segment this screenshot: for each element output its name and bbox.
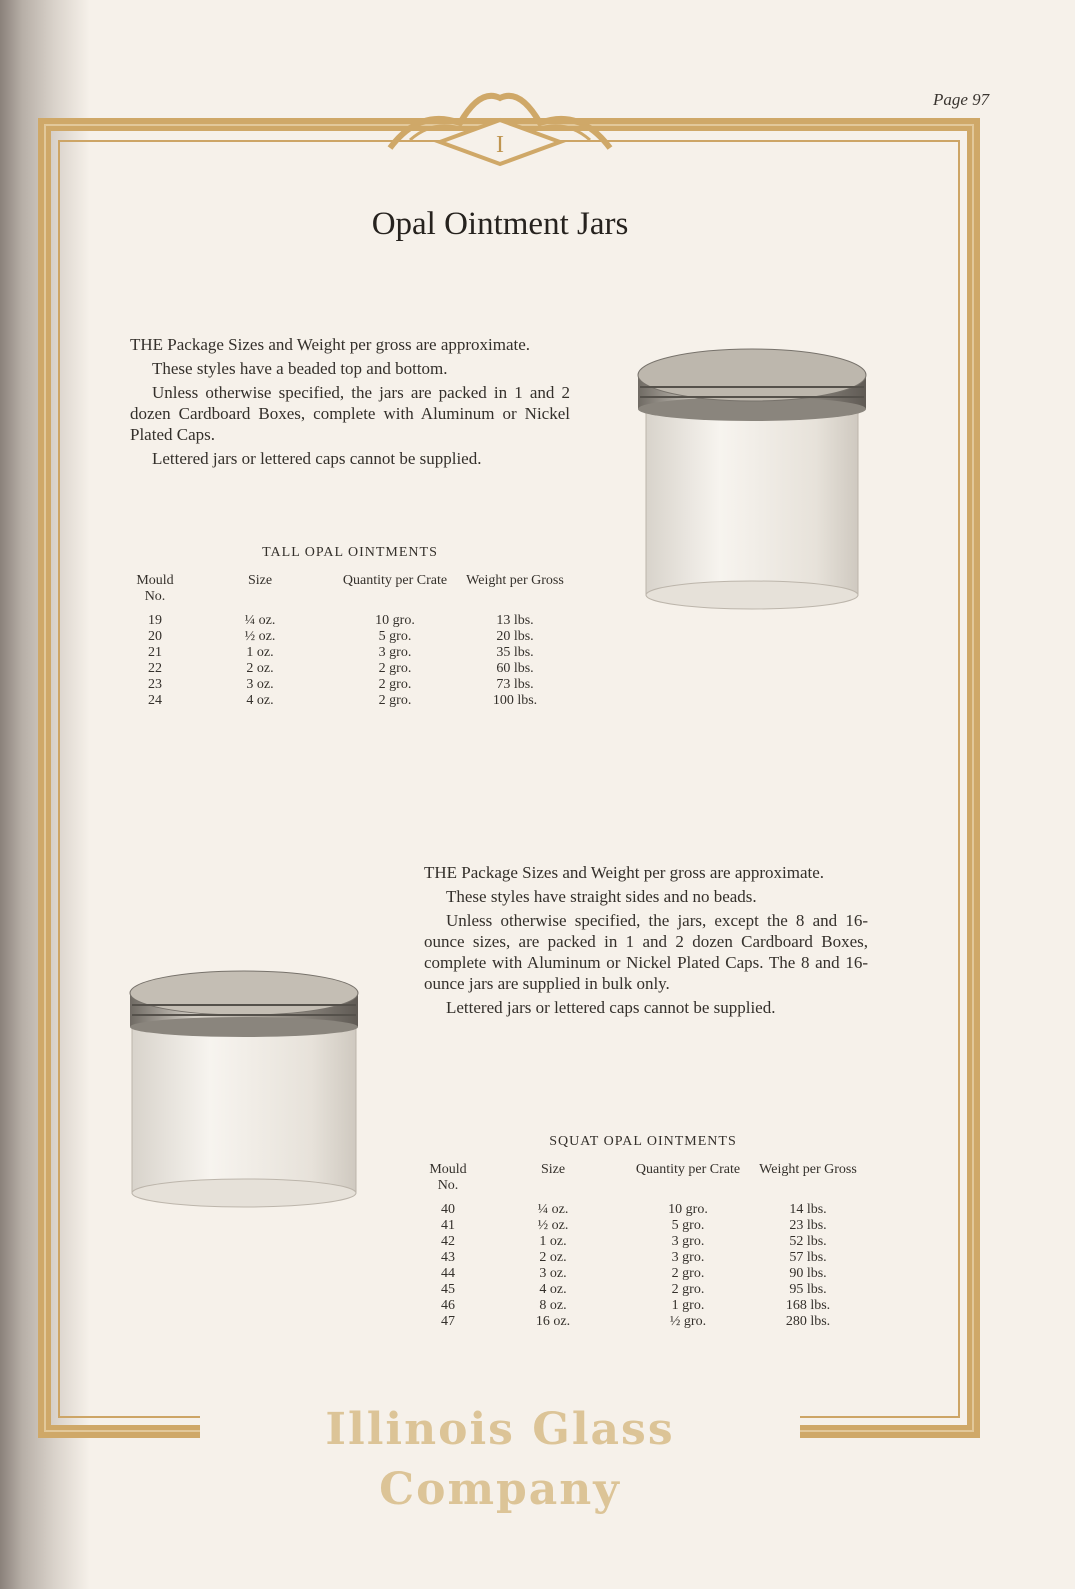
section1-para: Unless otherwise specified, the jars are packed in 1 and 2 dozen Cardboard Boxes, complete with Aluminum or Nickel Plated Caps. <box>130 383 570 444</box>
table-cell: 73 lbs. <box>496 677 534 692</box>
header-cell: Quantity per Crate <box>342 573 448 588</box>
table-cell: 2 gro. <box>671 1282 705 1297</box>
section2-para: Lettered jars or lettered caps cannot be supplied. <box>446 998 776 1017</box>
header-cell: Mould No. <box>429 1162 467 1193</box>
table-body <box>418 1202 868 1330</box>
table-row <box>125 677 575 693</box>
table-cell: 3 oz. <box>539 1266 567 1281</box>
table-cell: 57 lbs. <box>789 1250 827 1265</box>
crest-ornament-icon <box>380 78 620 170</box>
table-cell: 60 lbs. <box>496 661 534 676</box>
section1-para: Lettered jars or lettered caps cannot be supplied. <box>152 449 482 468</box>
table-cell: 40 <box>441 1202 455 1217</box>
table-row <box>418 1234 868 1250</box>
page-title: Opal Ointment Jars <box>371 206 629 242</box>
table-cell: 10 gro. <box>375 613 415 628</box>
table-cell: 2 gro. <box>378 693 412 708</box>
header-cell: Quantity per Crate <box>635 1162 741 1177</box>
section1-description <box>130 334 570 472</box>
table-cell: 2 oz. <box>246 661 274 676</box>
section1-para: These styles have a beaded top and bottom. <box>152 359 448 378</box>
tall-opal-table <box>125 545 575 709</box>
header-cell: Mould No. <box>136 573 174 604</box>
table-cell: 5 gro. <box>671 1218 705 1233</box>
table-row <box>125 693 575 709</box>
table-cell: 44 <box>441 1266 455 1281</box>
table-cell: 2 gro. <box>378 661 412 676</box>
table-cell: ¼ oz. <box>244 613 276 628</box>
table-cell: 3 gro. <box>671 1250 705 1265</box>
table-cell: 1 oz. <box>246 645 274 660</box>
table-cell: 1 gro. <box>671 1298 705 1313</box>
table-row <box>418 1202 868 1218</box>
table-cell: 4 oz. <box>539 1282 567 1297</box>
table-header <box>125 573 575 605</box>
table-cell: 23 lbs. <box>789 1218 827 1233</box>
tall-jar-icon <box>632 345 872 615</box>
table-cell: 3 oz. <box>246 677 274 692</box>
table-cell: 168 lbs. <box>785 1298 831 1313</box>
crest-letter: I <box>496 132 504 158</box>
table-cell: 8 oz. <box>539 1298 567 1313</box>
table-caption: TALL OPAL OINTMENTS <box>262 545 438 560</box>
table-cell: 90 lbs. <box>789 1266 827 1281</box>
table-cell: 5 gro. <box>378 629 412 644</box>
page-number: Page 97 <box>933 90 990 109</box>
table-cell: 45 <box>441 1282 455 1297</box>
table-cell: 35 lbs. <box>496 645 534 660</box>
table-cell: 52 lbs. <box>789 1234 827 1249</box>
section2-para: THE Package Sizes and Weight per gross are approximate. <box>424 863 825 882</box>
table-cell: ½ oz. <box>537 1218 569 1233</box>
section2-para: These styles have straight sides and no beads. <box>446 887 757 906</box>
table-cell: 100 lbs. <box>492 693 538 708</box>
table-row <box>125 645 575 661</box>
table-cell: 10 gro. <box>668 1202 708 1217</box>
table-body <box>125 613 575 709</box>
table-cell: 13 lbs. <box>496 613 534 628</box>
table-cell: ½ oz. <box>244 629 276 644</box>
header-cell: Weight per Gross <box>466 573 564 588</box>
table-row <box>418 1298 868 1314</box>
header-cell: Size <box>540 1162 566 1177</box>
table-cell: 2 oz. <box>539 1250 567 1265</box>
table-row <box>418 1266 868 1282</box>
table-cell: 14 lbs. <box>789 1202 827 1217</box>
table-cell: 1 oz. <box>539 1234 567 1249</box>
table-cell: 41 <box>441 1218 455 1233</box>
squat-opal-table <box>418 1134 868 1330</box>
table-row <box>418 1250 868 1266</box>
table-cell: 95 lbs. <box>789 1282 827 1297</box>
table-cell: 3 gro. <box>671 1234 705 1249</box>
section2-para: Unless otherwise specified, the jars, except the 8 and 16-ounce sizes, are packed in 1 and 2 dozen Cardboard Boxes, complete with Aluminum or Nickel Plated Caps. The 8 and 16-ounce jars are supplied in bulk only. <box>424 911 868 993</box>
table-cell: 46 <box>441 1298 455 1313</box>
table-cell: 23 <box>148 677 162 692</box>
table-cell: 19 <box>148 613 162 628</box>
table-cell: 22 <box>148 661 162 676</box>
table-cell: 20 lbs. <box>496 629 534 644</box>
table-cell: 20 <box>148 629 162 644</box>
table-cell: 21 <box>148 645 162 660</box>
table-cell: 3 gro. <box>378 645 412 660</box>
table-header <box>418 1162 868 1194</box>
header-cell: Weight per Gross <box>759 1162 857 1177</box>
table-cell: ¼ oz. <box>537 1202 569 1217</box>
table-cell: 24 <box>148 693 162 708</box>
table-cell: 4 oz. <box>246 693 274 708</box>
table-cell: ½ gro. <box>669 1314 707 1329</box>
table-cell: 280 lbs. <box>785 1314 831 1329</box>
table-caption: SQUAT OPAL OINTMENTS <box>549 1134 737 1149</box>
table-cell: 42 <box>441 1234 455 1249</box>
table-cell: 43 <box>441 1250 455 1265</box>
footer-brand: Illinois Glass Company <box>200 1400 800 1460</box>
section1-para: THE Package Sizes and Weight per gross are approximate. <box>130 335 531 354</box>
table-cell: 47 <box>441 1314 455 1329</box>
table-row <box>418 1218 868 1234</box>
squat-jar-icon <box>126 965 362 1215</box>
table-row <box>125 613 575 629</box>
table-cell: 16 oz. <box>535 1314 571 1329</box>
table-row <box>125 661 575 677</box>
section2-description <box>424 862 868 1021</box>
table-cell: 2 gro. <box>671 1266 705 1281</box>
table-row <box>418 1282 868 1298</box>
table-cell: 2 gro. <box>378 677 412 692</box>
header-cell: Size <box>247 573 273 588</box>
table-row <box>418 1314 868 1330</box>
table-row <box>125 629 575 645</box>
